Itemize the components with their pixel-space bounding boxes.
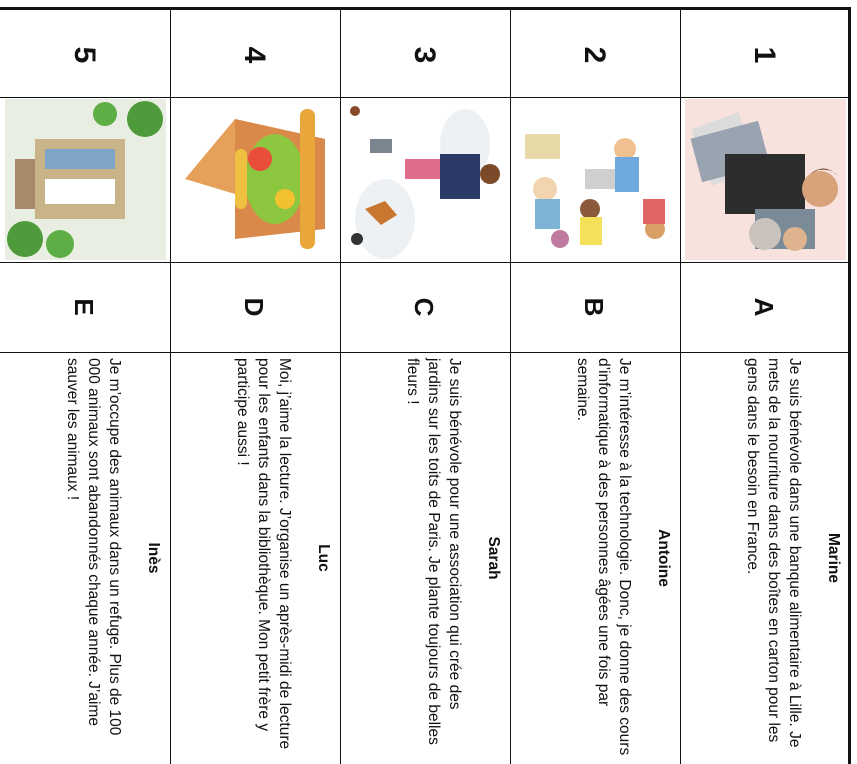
volunteer-text: Moi, j’aime la lecture. J’organise un après-midi de lecture pour les enfants dans la bibliothèque. Mon petit frère y participe aussi ! (234, 358, 293, 750)
column-divider (510, 8, 511, 764)
row-divider (0, 352, 850, 353)
card-description (348, 358, 504, 758)
volunteer-name: Antoine (655, 529, 672, 587)
card-number: 3 (408, 46, 441, 64)
card-description (518, 358, 674, 758)
volunteer-name: Marine (825, 533, 842, 583)
card-number: 4 (238, 46, 271, 64)
volunteer-text: Je suis bénévole dans une banque alimentaire à Lille. Je mets de la nourriture dans des boîtes en carton pour les gens dans le besoin en France. (744, 358, 803, 748)
building-with-garden-illustration (5, 99, 166, 260)
column-divider (680, 8, 681, 764)
row-divider (0, 97, 850, 98)
column-divider (170, 8, 171, 764)
card-number: 2 (578, 46, 611, 64)
volunteer-name: Inès (145, 542, 162, 574)
card-description (8, 358, 164, 758)
table-top-border (0, 7, 851, 10)
volunteer-text: Je m’intéresse à la technologie. Donc, je donne des cours d’informatique à des personnes âgées une fois par semaine. (574, 358, 633, 756)
card-letter: A (749, 297, 780, 317)
volunteer-name: Sarah (485, 536, 502, 580)
card-description (688, 358, 844, 758)
card-description (178, 358, 334, 758)
card-letter: C (409, 297, 440, 317)
computer-class-illustration (515, 99, 676, 260)
table-right-border (848, 7, 851, 764)
card-letter: B (579, 297, 610, 317)
card-number: 1 (748, 46, 781, 64)
card-letter: D (239, 297, 270, 317)
volunteers-with-laptop-illustration (685, 99, 846, 260)
volunteer-text: Je suis bénévole pour une association qui crée des jardins sur les toits de Paris. Je plante toujours de belles fleurs ! (404, 358, 463, 745)
row-divider (0, 262, 850, 263)
food-box-illustration (175, 99, 336, 260)
volunteer-name: Luc (315, 544, 332, 572)
card-number: 5 (68, 46, 101, 64)
woman-with-dogs-illustration (345, 99, 506, 260)
card-letter: E (69, 298, 100, 316)
volunteer-text: Je m’occupe des animaux dans un refuge. Plus de 100 000 animaux sont abandonnés chaque année. J’aime sauver les animaux ! (64, 358, 123, 736)
column-divider (340, 8, 341, 764)
